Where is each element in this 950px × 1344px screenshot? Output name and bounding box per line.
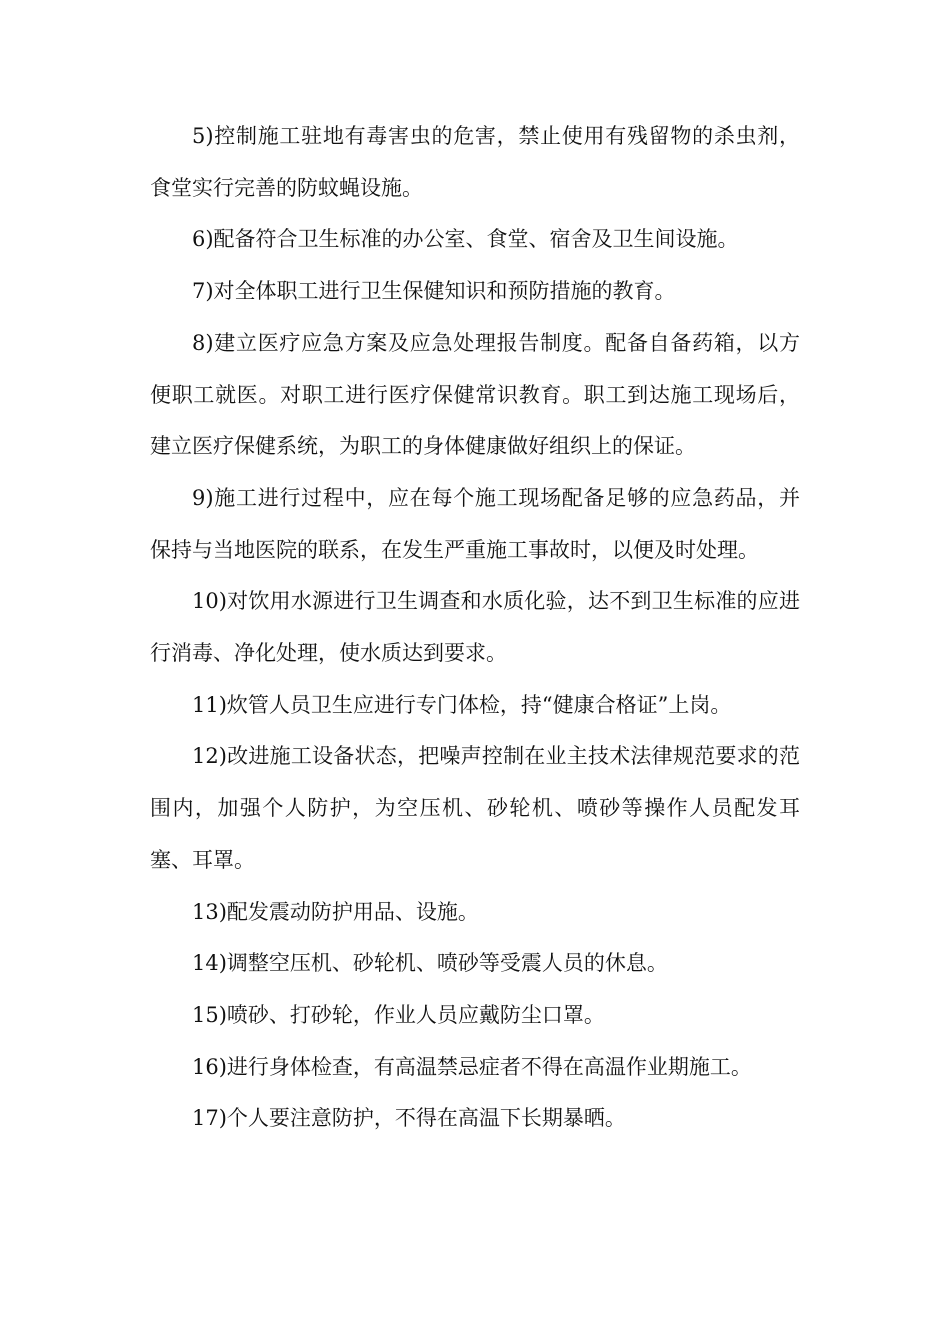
paragraph-item-6: 6)配备符合卫生标准的办公室、食堂、宿舍及卫生间设施。 [192, 227, 739, 252]
paragraph-item-7: 7)对全体职工进行卫生保健知识和预防措施的教育。 [192, 279, 676, 304]
paragraph-item-8: 8)建立医疗应急方案及应急处理报告制度。配备自备药箱，以方便职工就医。对职工进行医疗保健常识教育。职工到达施工现场后，建立医疗保健系统，为职工的身体健康做好组织上的保证。 [150, 330, 800, 459]
paragraph-item-15: 15)喷砂、打砂轮，作业人员应戴防尘口罩。 [192, 1002, 605, 1027]
document-body [150, 111, 800, 1145]
paragraph-item-14: 14)调整空压机、砂轮机、喷砂等受震人员的休息。 [192, 951, 668, 976]
paragraph-item-16: 16)进行身体检查，有高温禁忌症者不得在高温作业期施工。 [192, 1054, 752, 1079]
paragraph-item-10: 10)对饮用水源进行卫生调查和水质化验，达不到卫生标准的应进行消毒、净化处理，使水质达到要求。 [150, 589, 800, 666]
paragraph-item-17: 17)个人要注意防护，不得在高温下长期暴晒。 [192, 1106, 626, 1131]
paragraph-item-13: 13)配发震动防护用品、设施。 [192, 899, 479, 924]
paragraph-item-9: 9)施工进行过程中，应在每个施工现场配备足够的应急药品，并保持与当地医院的联系，在发生严重施工事故时，以便及时处理。 [150, 485, 800, 562]
paragraph-item-5: 5)控制施工驻地有毒害虫的危害，禁止使用有残留物的杀虫剂，食堂实行完善的防蚊蝇设施。 [150, 124, 800, 200]
paragraph-item-12: 12)改进施工设备状态，把噪声控制在业主技术法律规范要求的范围内，加强个人防护，为空压机、砂轮机、喷砂等操作人员配发耳塞、耳罩。 [150, 744, 800, 872]
paragraph-item-11: 11)炊管人员卫生应进行专门体检，持“健康合格证”上岗。 [192, 692, 732, 717]
